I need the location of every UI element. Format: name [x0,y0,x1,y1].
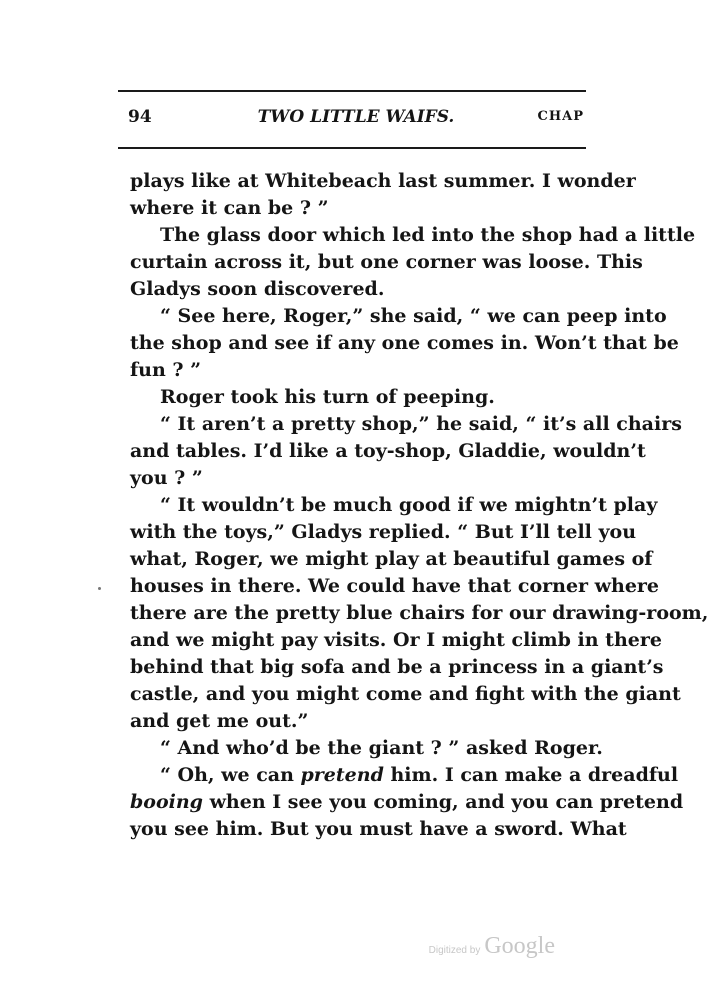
chapter-label: CHAP [537,109,584,124]
text-line: “ And who’d be the giant ? ” asked Roger. [160,737,603,759]
header-rule-bottom [118,147,586,149]
text-line: “ It aren’t a pretty shop,” he said, “ it’s all chairs [160,413,682,435]
text-line: where it can be ? ” [130,197,329,219]
text-line: plays like at Whitebeach last summer. I wonder [130,170,636,192]
page-number: 94 [128,107,152,127]
text-line: and get me out.” [130,710,309,732]
scan-speck [98,587,101,590]
italic-word: pretend [300,764,384,786]
text-line: you see him. But you must have a sword. What [130,818,627,840]
google-logo: Google [484,933,555,959]
text-line: houses in there. We could have that corner where [130,575,660,597]
text-run: him. I can make a dreadful [383,764,679,786]
text-line: you ? ” [130,467,203,489]
text-line: the shop and see if any one comes in. Won’t that be [130,332,679,354]
running-title: TWO LITTLE WAIFS. [257,107,455,127]
text-line: what, Roger, we might play at beautiful games of [130,548,653,570]
text-line [130,762,679,789]
text-line: and tables. I’d like a toy-shop, Gladdie, wouldn’t [130,440,646,462]
text-line: with the toys,” Gladys replied. “ But I’ll tell you [130,521,637,543]
text-line: The glass door which led into the shop had a little [160,224,696,246]
text-run: when I see you coming, and you can pretend [202,791,684,813]
text-line: behind that big sofa and be a princess in a giant’s [130,656,664,678]
text-line: and we might pay visits. Or I might climb in there [130,629,662,651]
italic-word: booing [130,791,203,813]
text-line [130,789,684,816]
text-line: fun ? ” [130,359,202,381]
text-run: “ Oh, we can [160,764,301,786]
text-line: Roger took his turn of peeping. [160,386,495,408]
running-header [128,107,584,133]
text-line: “ See here, Roger,” she said, “ we can peep into [160,305,667,327]
header-rule-top [118,90,586,92]
digitization-watermark [429,933,555,960]
text-line: “ It wouldn’t be much good if we mightn’t play [160,494,658,516]
text-line: there are the pretty blue chairs for our drawing-room, [130,602,708,624]
watermark-prefix: Digitized by [428,945,481,956]
text-line: castle, and you might come and fight with the giant [130,683,681,705]
text-line: Gladys soon discovered. [130,278,385,300]
text-line: curtain across it, but one corner was loose. This [130,251,643,273]
page-body [130,168,708,843]
